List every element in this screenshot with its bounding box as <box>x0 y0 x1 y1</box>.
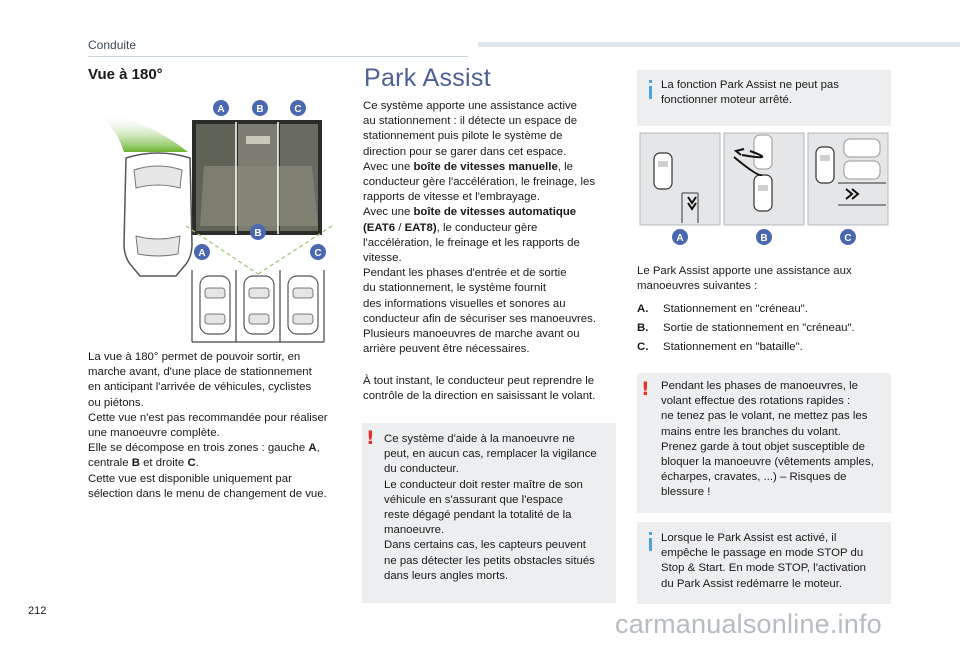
heading-park-assist: Park Assist <box>364 64 491 92</box>
label-circle-a <box>213 100 229 116</box>
list-item: C. Stationnement en "bataille". <box>637 341 803 353</box>
warning-exclamation-icon: ! <box>641 378 650 400</box>
manoeuvre-list <box>637 302 892 355</box>
svg-text:B: B <box>254 228 262 239</box>
assist-intro: Le Park Assist apporte une assistance aux manoeuvres suivantes : <box>637 265 852 293</box>
parked-car-left <box>200 276 230 334</box>
svg-text:C: C <box>314 248 322 259</box>
park-assist-diagram <box>638 131 892 249</box>
diagram-label-a <box>672 229 688 245</box>
heading-180-view: Vue à 180° <box>88 66 163 83</box>
info-box-top <box>637 70 891 126</box>
list-item: B. Sortie de stationnement en "créneau". <box>637 322 855 334</box>
section-title: Conduite <box>88 38 137 52</box>
list-item: A. Stationnement en "créneau". <box>637 303 808 315</box>
view-180-description: La vue à 180° permet de pouvoir sortir, en marche avant, d'une place de stationnement en anticipant l'arrivée de véhicules, cyclistes ou piétons. Cette vue n'est pas recommandée pour réaliser une manoeuvre complète. Elle se décompose en trois zones : gauche A, centrale B et droite C. Cette vue est disponible uniquement par sélection dans le menu de changement de vue. <box>88 351 328 500</box>
diagram-panel-b <box>724 133 804 225</box>
label-circle-b <box>252 100 268 116</box>
label-circle-c <box>290 100 306 116</box>
parked-car-right <box>288 276 318 334</box>
info-text-bottom: Lorsque le Park Assist est activé, il empêche le passage en mode STOP du Stop & Start. En mode STOP, l'activation du Park Assist redémarre le moteur. <box>661 532 866 590</box>
svg-text:A: A <box>198 248 206 259</box>
info-i-icon <box>649 538 652 551</box>
warning-text-middle: Ce système d'aide à la manoeuvre ne peut, en aucun cas, remplacer la vigilance du conducteur. Le conducteur doit rester maître de son véhicule en s'assurant que l'espace reste dégagé pendant la totalité de la manoeuvre. Dans certains cas, les capteurs peuvent ne pas détecter les petits obstacles situés dans leurs angles morts. <box>384 433 597 582</box>
takeover-paragraph: À tout instant, le conducteur peut reprendre le contrôle de la direction en saisissant le volant. <box>363 375 596 403</box>
warning-box-right <box>637 373 891 513</box>
page-number: 212 <box>28 605 47 617</box>
diagram-label-c <box>840 229 856 245</box>
diagram-panel-c <box>808 133 888 225</box>
watermark: carmanualsonline.info <box>615 609 882 639</box>
svg-text:A: A <box>217 104 225 115</box>
svg-text:B: B <box>256 104 264 115</box>
car-top-view-icon <box>124 153 192 276</box>
warning-exclamation-icon: ! <box>366 427 375 449</box>
parked-car-middle <box>244 276 274 334</box>
info-text-top: La fonction Park Assist ne peut pas fonctionner moteur arrêté. <box>661 79 839 107</box>
header-bar <box>478 42 960 47</box>
svg-text:A: A <box>676 233 684 244</box>
svg-text:C: C <box>844 233 852 244</box>
park-assist-description: Ce système apporte une assistance active au stationnement : il détecte un espace de stationnement puis pilote le système de direction pour se garer dans cet espace. Avec une boîte de vitesses manuelle, le conducteur gère l'accélération, le freinage, les rapports de vitesse et l'embrayage. Avec une boîte de vitesses automatique (EAT6 / EAT8), le conducteur gère l'accélération, le freinage et les rapports de vitesse. Pendant les phases d'entrée et de sortie du stationnement, le système fournit des informations visuelles et sonores au conducteur afin de sécuriser ses manoeuvres. Plusieurs manoeuvres de marche avant ou arrière peuvent être nécessaires. <box>363 100 596 356</box>
diagram-panel-a <box>640 133 720 225</box>
view-180-illustration <box>96 96 346 346</box>
label-circle-a2 <box>194 244 210 260</box>
info-box-bottom <box>637 522 891 604</box>
header-divider <box>88 56 468 57</box>
warning-box-middle <box>362 423 616 603</box>
label-circle-b2 <box>250 224 266 240</box>
info-i-icon <box>649 86 652 99</box>
label-circle-c2 <box>310 244 326 260</box>
svg-text:C: C <box>294 104 302 115</box>
svg-text:B: B <box>760 233 768 244</box>
warning-text-right: Pendant les phases de manoeuvres, le volant effectue des rotations rapides : ne tenez pas le volant, ne mettez pas les mains entre les branches du volant. Prenez garde à tout objet susceptible de bloquer la manoeuvre (vêtements amples, écharpes, cravates, ...) – Risques de blessure ! <box>661 380 874 499</box>
diagram-label-b <box>756 229 772 245</box>
